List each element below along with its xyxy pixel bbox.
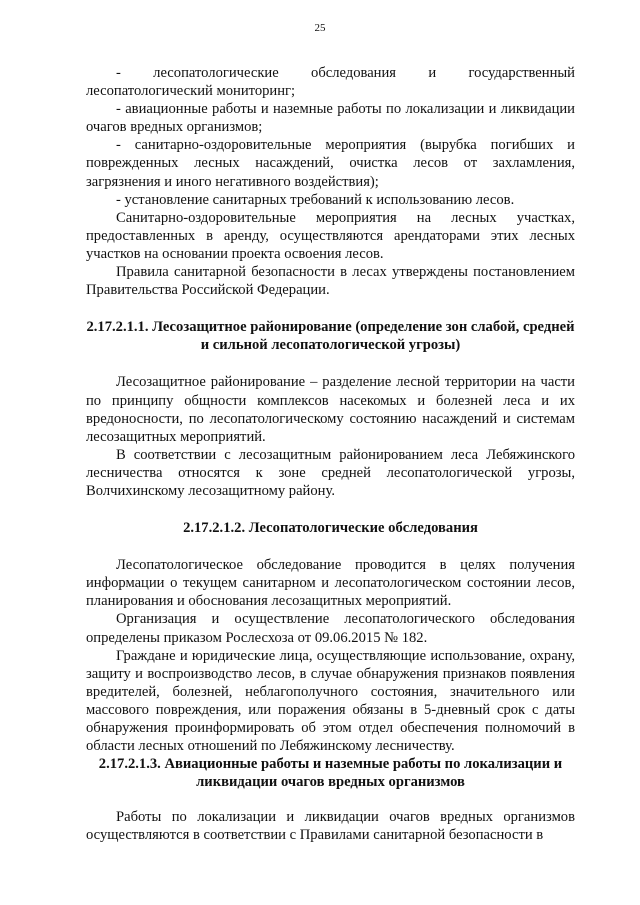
- paragraph: Санитарно-оздоровительные мероприятия на лесных участках, предоставленных в аренду, осуществляются арендаторами этих лесных участков на основании проекта освоения лесов.: [86, 209, 575, 262]
- paragraph: Работы по локализации и ликвидации очагов вредных организмов осуществляются в соответствии с Правилами санитарной безопасности в: [86, 809, 575, 844]
- paragraph: Правила санитарной безопасности в лесах утверждены постановлением Правительства Российской Федерации.: [86, 264, 575, 299]
- paragraph: Лесозащитное районирование – разделение лесной территории на части по принципу общности комплексов насекомых и болезней леса и их вредоносности, по лесопатологическому состоянию насаждений и системам лесозащитных мероприятий.: [86, 374, 575, 445]
- section-heading: 2.17.2.1.1. Лесозащитное районирование (определение зон слабой, средней и сильной лесопатологической угрозы): [86, 319, 575, 354]
- paragraph: Организация и осуществление лесопатологического обследования определены приказом Рослесхоза от 09.06.2015 № 182.: [86, 611, 575, 646]
- list-item: - установление санитарных требований к использованию лесов.: [116, 191, 515, 208]
- list-item: - авиационные работы и наземные работы по локализации и ликвидации очагов вредных организмов;: [86, 101, 575, 136]
- paragraph: В соответствии с лесозащитным районированием леса Лебяжинского лесничества относятся к зоне средней лесопатологической угрозы, Волчихинскому лесозащитному району.: [86, 446, 575, 499]
- list-item: - санитарно-оздоровительные мероприятия (вырубка погибших и поврежденных лесных насаждений, очистка лесов от захламления, загрязнения и иного негативного воздействия);: [86, 137, 575, 190]
- page-content: [86, 64, 575, 845]
- section-heading: 2.17.2.1.3. Авиационные работы и наземные работы по локализации и ликвидации очагов вредных организмов: [98, 756, 563, 791]
- paragraph: Лесопатологическое обследование проводится в целях получения информации о текущем санитарном и лесопатологическом состоянии лесов, планирования и обоснования лесозащитных мероприятий.: [86, 557, 575, 610]
- paragraph: Граждане и юридические лица, осуществляющие использование, охрану, защиту и воспроизводство лесов, в случае обнаружения признаков появления вредителей, болезней, неблагополучного состояния, значительного или массового повреждения, или поражения обязаны в 5-дневный срок с даты обнаружения проинформировать об этом отдел обеспечения полномочий в области лесных отношений по Лебяжинскому лесничеству.: [86, 647, 575, 755]
- page-number: 25: [314, 22, 326, 34]
- list-item: - лесопатологические обследования и государственный лесопатологический мониторинг;: [86, 65, 575, 100]
- section-heading: 2.17.2.1.2. Лесопатологические обследования: [183, 520, 478, 537]
